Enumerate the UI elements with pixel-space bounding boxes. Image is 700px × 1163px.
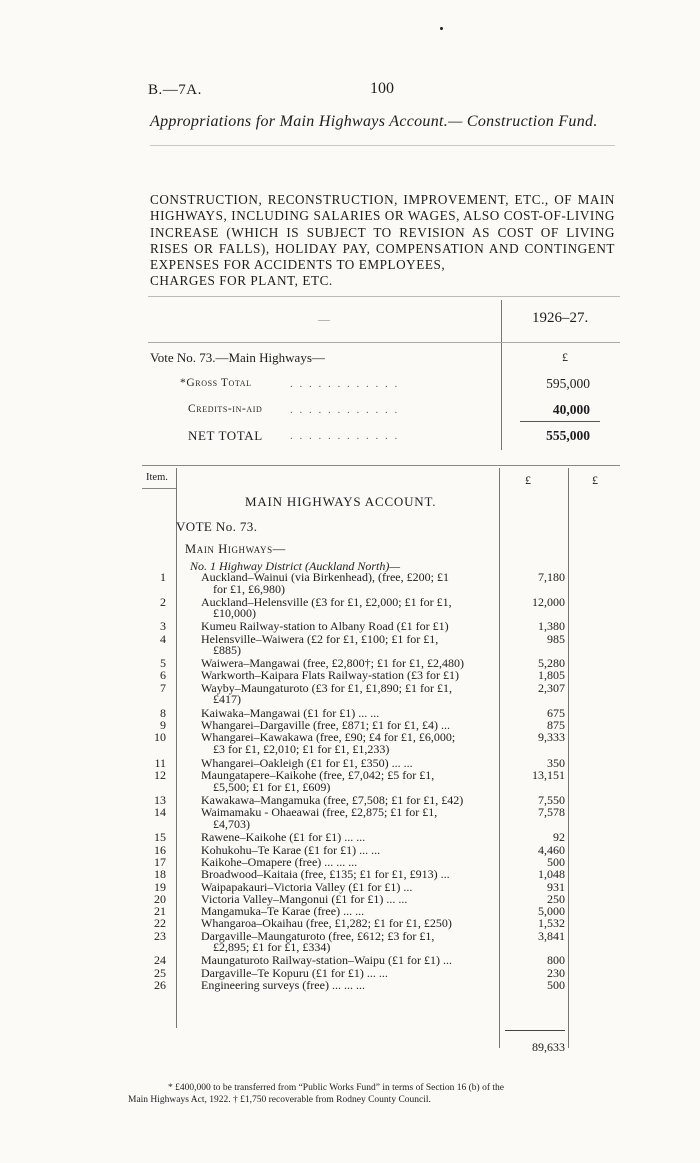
net-total-value: 555,000 [546,428,590,443]
item-description-line-1: Rawene–Kaikohe (£1 for £1) ... ... [201,830,366,845]
item-number: 11 [154,755,166,770]
item-description-line-1: Auckland–Helensville (£3 for £1, £2,000; £1 for £1, [201,594,452,609]
item-description-line-1: Waiwera–Mangawai (free, £2,800†; £1 for £1, £2,480) [201,656,464,671]
page-number: 100 [370,80,394,97]
item-amount: 7,550 [538,792,565,807]
item-description-line-2: £10,000) [213,606,256,621]
item-number: 22 [154,916,166,931]
item-description-line-1: Kaikohe–Omapere (free) ... ... ... [201,854,358,869]
item-number: 8 [160,705,166,720]
item-description-line-1: Waimamaku - Ohaeawai (free, £2,875; £1 for £1, [201,805,438,820]
item-amount: 230 [547,965,565,980]
item-description-line-1: Whangaroa–Okaihau (free, £1,282; £1 for £1, £250) [201,916,452,931]
item-description-line-2: £3 for £1, £2,010; £1 for £1, £1,233) [213,742,390,757]
item-description-line-2: £5,500; £1 for £1, £609) [213,779,331,794]
item-amount: 5,280 [538,656,565,671]
item-description-line-1: Whangarei–Dargaville (free, £871; £1 for £1, £4) ... [201,718,451,733]
document-reference: B.—7A. [148,82,202,98]
item-description-line-1: Whangarei–Kawakawa (free, £90; £4 for £1, £6,000; [201,730,456,745]
item-number: 25 [154,965,166,980]
net-total-dots: . . . . . . . . . . . . [290,430,400,442]
item-description-line-2: £2,895; £1 for £1, £334) [213,940,331,955]
item-description-line-1: Dargaville–Maungaturoto (free, £612; £3 for £1, [201,928,435,943]
item-amount: 931 [547,879,565,894]
item-description-line-1: Mangamuka–Te Karae (free) ... ... [201,904,365,919]
item-number: 21 [154,904,166,919]
footnote-line-1: * £400,000 to be transferred from “Public Works Fund” in terms of Section 16 (b) of the [168,1083,504,1093]
page-subtitle: Appropriations for Main Highways Account.— Construction Fund. [150,113,598,130]
ink-speck [440,27,443,30]
credits-in-aid-dots: . . . . . . . . . . . . [290,404,400,416]
net-total-rule [520,421,600,422]
item-amount: 92 [553,830,565,845]
schedule-total: 89,633 [532,1040,565,1054]
item-number: 5 [160,656,166,671]
item-number: 13 [154,792,166,807]
item-amount: 350 [547,755,565,770]
summary-pound-sign: £ [562,350,568,364]
main-highways-heading: Main Highways— [185,542,286,556]
item-number: 10 [154,730,166,745]
item-description-line-1: Victoria Valley–Mangonui (£1 for £1) ... ... [201,891,408,906]
item-amount: 875 [547,718,565,733]
item-amount: 1,805 [538,668,565,683]
item-amount: 1,532 [538,916,565,931]
item-number: 16 [154,842,166,857]
item-description [201,594,497,621]
item-number: 19 [154,879,166,894]
item-description-line-1: Waipapakauri–Victoria Valley (£1 for £1) ... [201,879,413,894]
item-description-line-2: £417) [213,692,241,707]
item-description-line-2: £885) [213,643,241,658]
year-column-header: 1926–27. [532,310,589,326]
item-number: 14 [154,805,166,820]
item-amount: 500 [547,977,565,992]
item-description [201,732,497,755]
item-description-line-1: Kaiwaka–Mangawai (£1 for £1) ... ... [201,705,380,720]
net-total-label: NET TOTAL [188,428,263,443]
item-amount: 2,307 [538,680,565,695]
section-heading [150,192,615,290]
item-amount: 985 [547,631,565,646]
item-description-line-2: for £1, £6,980) [213,581,285,596]
item-description-line-1: Maungaturoto Railway-station–Waipu (£1 for £1) ... [201,953,452,968]
item-number: 1 [160,570,166,584]
item-header-rule [142,488,176,489]
item-column-divider [176,468,177,1028]
item-number: 18 [154,867,166,882]
item-number: 7 [160,680,166,695]
schedule-pound-sign-2: £ [592,473,598,487]
header-rule [150,145,615,146]
item-description-line-1: Maungatapere–Kaikohe (free, £7,042; £5 for £1, [201,767,435,782]
credits-in-aid-value: 40,000 [552,402,590,417]
gross-total-value: 595,000 [546,376,590,391]
item-number: 17 [154,854,166,869]
item-description [201,928,497,955]
item-number: 4 [160,631,166,646]
item-number: 24 [154,953,166,968]
summary-column-divider [501,300,502,450]
item-description [201,572,497,595]
item-number: 23 [154,928,166,943]
column-dash: — [318,312,330,326]
item-description-line-1: Dargaville–Te Kopuru (£1 for £1) ... ... [201,965,388,980]
item-description [201,977,497,992]
item-description-line-1: Kohukohu–Te Karae (£1 for £1) ... ... [201,842,381,857]
vote-number: VOTE No. 73. [176,519,258,534]
item-number: 6 [160,668,166,683]
item-amount: 13,151 [532,767,565,782]
footnote-line-2: Main Highways Act, 1922. † £1,750 recoverable from Rodney County Council. [128,1095,431,1105]
item-number: 20 [154,891,166,906]
item-column-header: Item. [146,472,168,483]
item-description [201,631,497,658]
item-amount: 800 [547,953,565,968]
total-rule [505,1030,565,1031]
item-number: 26 [154,977,166,992]
item-amount: 675 [547,705,565,720]
credits-in-aid-label: Credits-in-aid [188,403,263,415]
item-amount: 7,578 [538,805,565,820]
amount-column-divider-left [499,468,500,1048]
item-description-line-1: Whangarei–Oakleigh (£1 for £1, £350) ... ... [201,755,413,770]
item-number: 2 [160,594,166,609]
item-description-line-1: Warkworth–Kaipara Flats Railway-station (£3 for £1) [201,668,459,683]
item-description-line-1: Kawakawa–Mangamuka (free, £7,508; £1 for £1, £42) [201,792,464,807]
item-amount: 500 [547,854,565,869]
item-description-line-1: Auckland–Wainui (via Birkenhead), (free, £200; £1 [201,570,449,584]
item-number: 9 [160,718,166,733]
item-description [201,807,497,830]
schedule-top-rule [142,465,620,466]
account-title: MAIN HIGHWAYS ACCOUNT. [245,494,437,509]
item-description-line-1: Engineering surveys (free) ... ... ... [201,977,365,992]
item-description-line-2: £4,703) [213,816,250,831]
schedule-pound-sign-1: £ [525,473,531,487]
amount-column-divider-right [568,468,569,1048]
item-number: 15 [154,830,166,845]
item-amount: 1,048 [538,867,565,882]
item-number: 12 [154,767,166,782]
item-amount: 7,180 [538,570,565,584]
item-description [201,680,497,707]
summary-top-rule [148,296,620,297]
item-amount: 9,333 [538,730,565,745]
summary-header-rule [148,342,620,343]
item-amount: 4,460 [538,842,565,857]
item-description-line-1: Broadwood–Kaitaia (free, £135; £1 for £1, £913) ... [201,867,450,882]
item-description [201,767,497,794]
item-amount: 3,841 [538,928,565,943]
gross-total-label: *Gross Total [180,377,252,389]
item-amount: 12,000 [532,594,565,609]
heading-text: CONSTRUCTION, RECONSTRUCTION, IMPROVEMENT, ETC., OF MAIN HIGHWAYS, INCLUDING SALARIES OR WAGES, ALSO COST-OF-LIVING INCREASE (WHICH IS SUBJECT TO REVISION AS COST OF LIVING RISES OR FALLS), HOLIDAY PAY, COMPENSATION AND CONTINGENT EXPENSES FOR ACCIDENTS TO EMPLOYEES, [150,192,615,273]
item-amount: 250 [547,891,565,906]
footnote [128,1082,568,1106]
item-description-line-1: Kumeu Railway-station to Albany Road (£1 for £1) [201,619,449,634]
gross-total-dots: . . . . . . . . . . . . [290,378,400,390]
item-number: 3 [160,619,166,634]
item-amount: 5,000 [538,904,565,919]
item-amount: 1,380 [538,619,565,634]
item-description-line-1: Helensville–Waiwera (£2 for £1, £100; £1 for £1, [201,631,439,646]
heading-last-line: CHARGES FOR PLANT, ETC. [150,273,333,289]
vote-label: Vote No. 73.—Main Highways— [150,350,325,365]
item-description-line-1: Wayby–Maungaturoto (£3 for £1, £1,890; £1 for £1, [201,680,452,695]
district-heading: No. 1 Highway District (Auckland North)— [190,559,400,573]
